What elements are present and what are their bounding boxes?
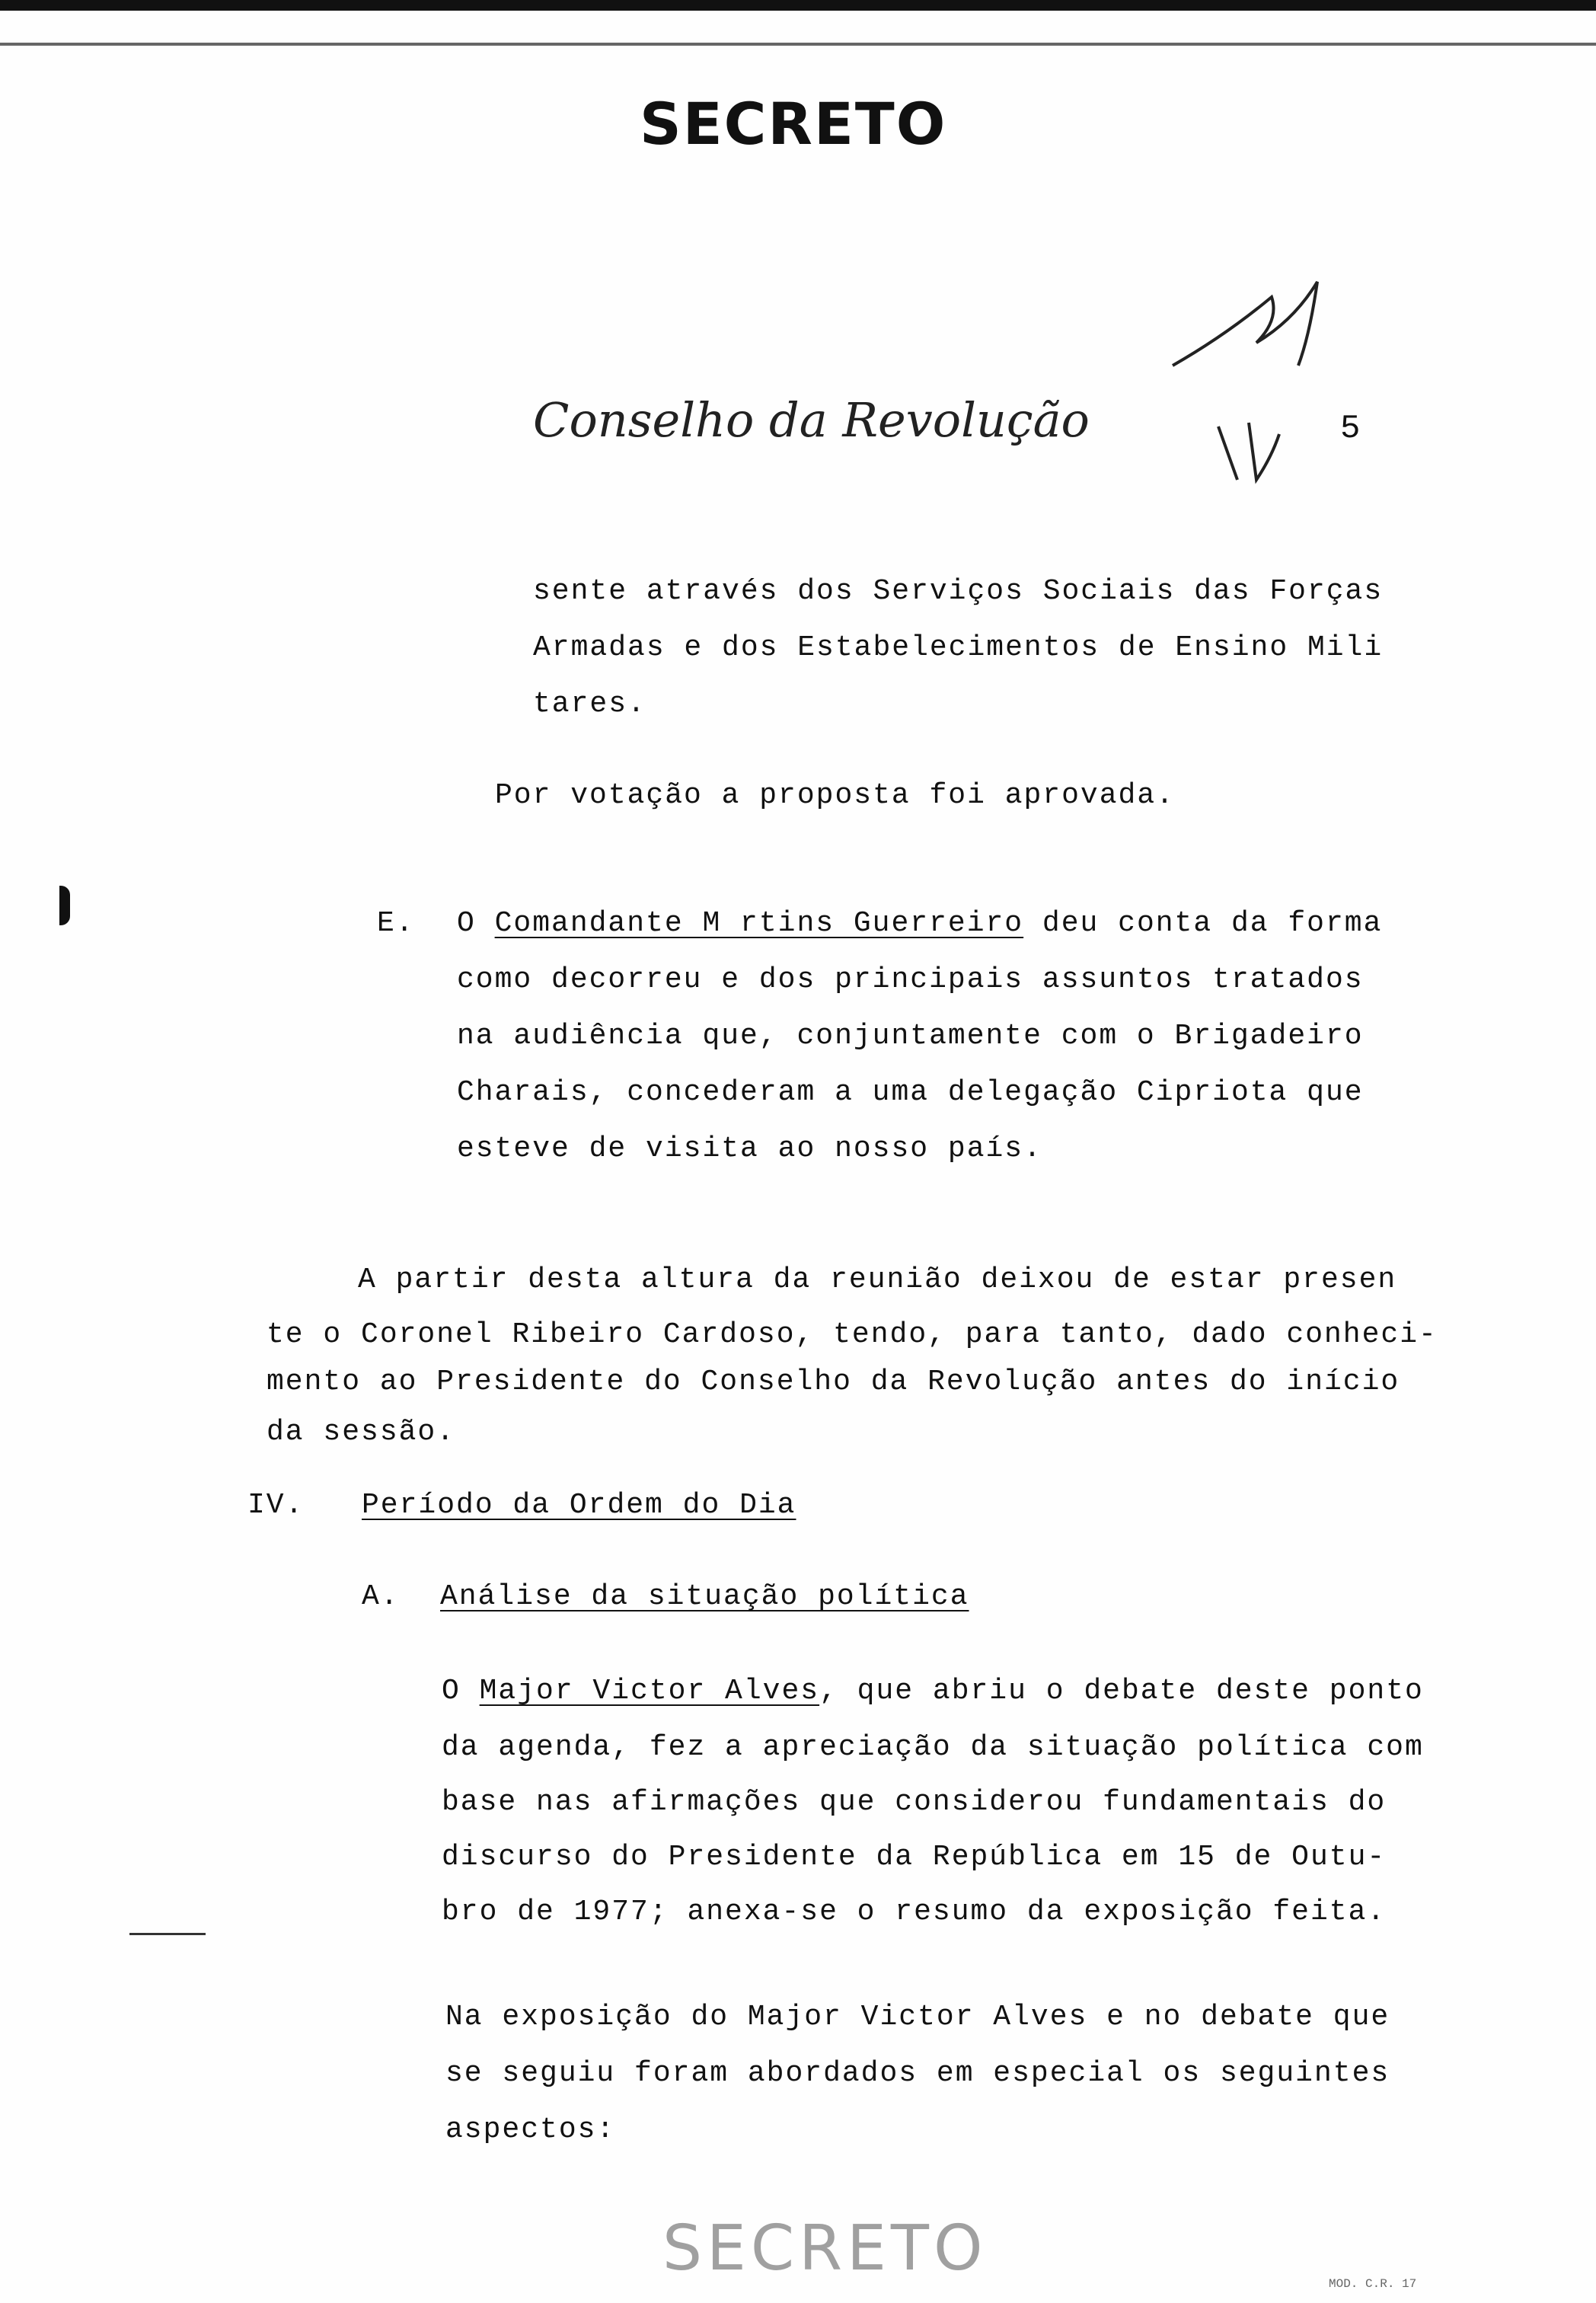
- vote-result-line: Por votação a proposta foi aprovada.: [495, 779, 1175, 812]
- body-line: base nas afirmações que considerou fundamentais do: [442, 1786, 1387, 1819]
- body-line: sente através dos Serviços Sociais das Forças: [533, 575, 1384, 608]
- item-e-person-name: Comandante M rtins Guerreiro: [494, 907, 1024, 940]
- body-line: como decorreu e dos principais assuntos tratados: [457, 963, 1364, 996]
- section-title: Período da Ordem do Dia: [362, 1489, 796, 1522]
- item-a-person-name: Major Victor Alves: [479, 1675, 820, 1707]
- section-numeral: IV.: [247, 1489, 305, 1522]
- body-line: da sessão.: [267, 1416, 456, 1449]
- handwritten-initials: [1165, 251, 1371, 525]
- item-a-first-line: O Major Victor Alves, que abriu o debate deste ponto: [442, 1675, 1424, 1707]
- body-line: Armadas e dos Estabelecimentos de Ensino Mili: [533, 631, 1384, 664]
- body-line: tares.: [533, 688, 646, 720]
- margin-tick: [129, 1933, 206, 1935]
- body-line: Charais, concederam a uma delegação Cipriota que: [457, 1076, 1364, 1109]
- item-letter-a: A.: [362, 1580, 400, 1613]
- classification-footer: SECRETO: [662, 2212, 988, 2285]
- body-line: se seguiu foram abordados em especial os seguintes: [445, 2057, 1390, 2090]
- item-a-title: Análise da situação política: [440, 1580, 969, 1613]
- classification-header: SECRETO: [640, 90, 947, 158]
- scan-rule-line: [0, 43, 1596, 46]
- body-line: da agenda, fez a apreciação da situação política com: [442, 1731, 1424, 1764]
- body-line: discurso do Presidente da República em 15 de Outu-: [442, 1841, 1387, 1873]
- body-line: mento ao Presidente do Conselho da Revolução antes do início: [267, 1366, 1400, 1398]
- body-line: aspectos:: [445, 2113, 616, 2146]
- page-number: 5: [1340, 410, 1361, 448]
- body-line: na audiência que, conjuntamente com o Brigadeiro: [457, 1020, 1364, 1052]
- body-line: A partir desta altura da reunião deixou de estar presen: [358, 1263, 1397, 1296]
- body-line: te o Coronel Ribeiro Cardoso, tendo, para tanto, dado conheci-: [267, 1318, 1438, 1351]
- body-line: esteve de visita ao nosso país.: [457, 1132, 1042, 1165]
- item-letter-e: E.: [377, 907, 415, 940]
- letterhead: Conselho da Revolução: [533, 392, 1090, 448]
- item-e-first-line: O Comandante M rtins Guerreiro deu conta da forma: [457, 907, 1383, 940]
- form-code: MOD. C.R. 17: [1329, 2277, 1417, 2291]
- punch-mark: [59, 886, 70, 925]
- body-line: Na exposição do Major Victor Alves e no debate que: [445, 2001, 1390, 2033]
- body-line: bro de 1977; anexa-se o resumo da exposição feita.: [442, 1896, 1387, 1928]
- scan-top-border: [0, 0, 1596, 11]
